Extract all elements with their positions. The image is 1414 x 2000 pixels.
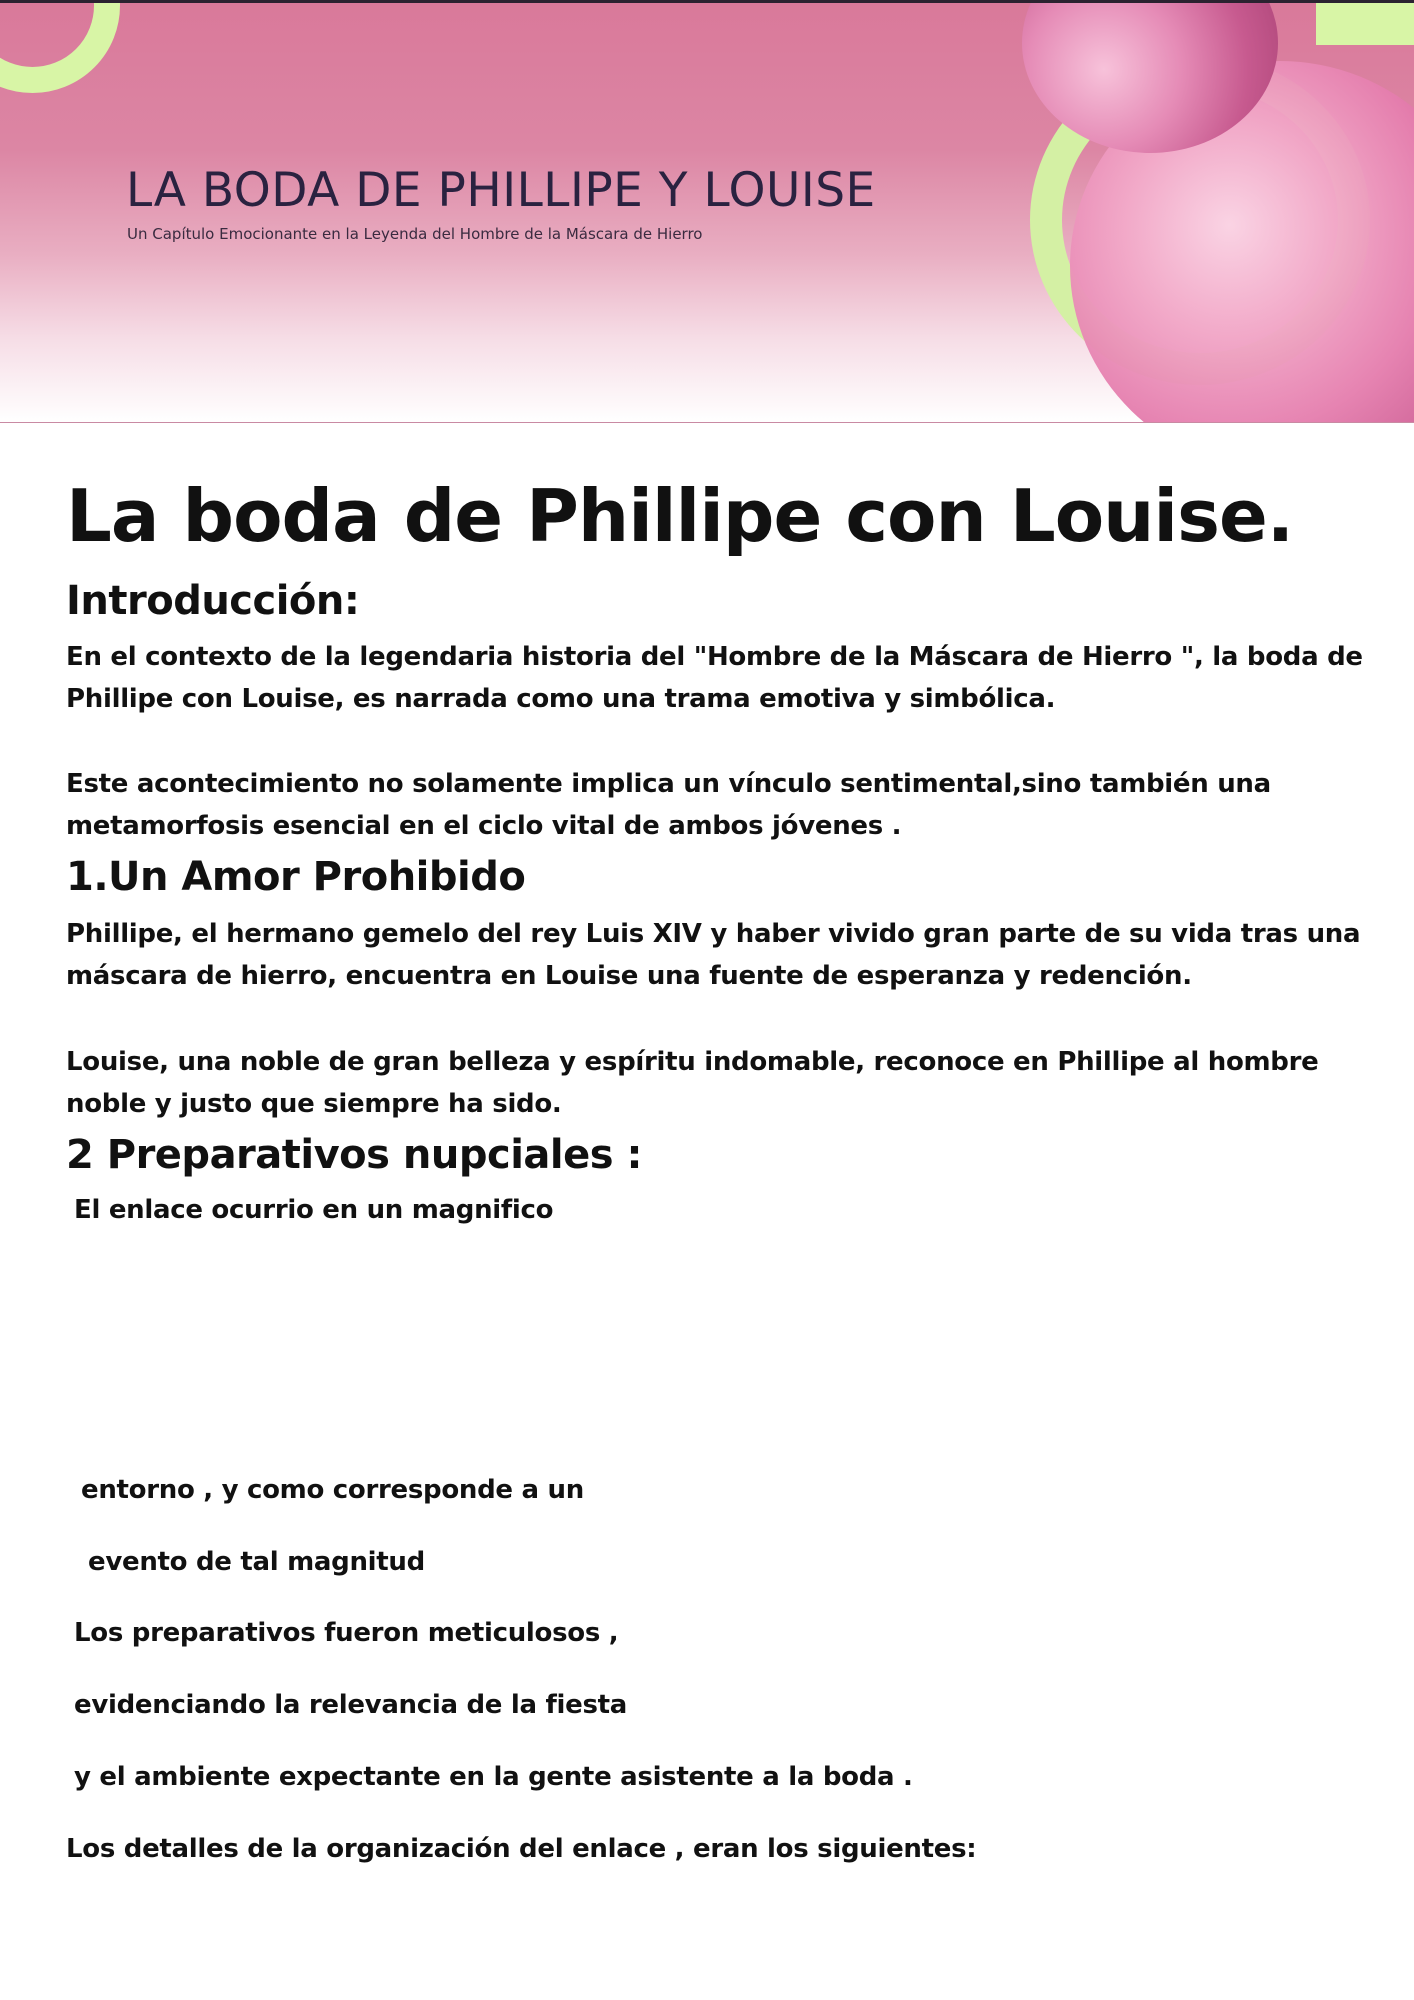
decorative-square-top-right <box>1316 3 1414 45</box>
section-1-heading: 1.Un Amor Prohibido <box>66 854 526 900</box>
intro-paragraph-1 <box>66 636 1376 720</box>
intro-paragraph-2 <box>66 763 1376 847</box>
section-2-line: Los detalles de la organización del enlace , eran los siguientes: <box>66 1834 977 1864</box>
text-line: En el contexto de la legendaria historia del "Hombre de la Máscara de Hierro ", la boda de <box>66 642 1363 672</box>
section-2-line: Los preparativos fueron meticulosos , <box>74 1618 619 1648</box>
intro-heading: Introducción: <box>66 578 360 624</box>
text-line: Louise, una noble de gran belleza y espíritu indomable, reconoce en Phillipe al hombre <box>66 1047 1319 1077</box>
section-2-line: evidenciando la relevancia de la fiesta <box>74 1690 628 1720</box>
page-title: La boda de Phillipe con Louise. <box>66 474 1294 558</box>
text-line: Phillipe con Louise, es narrada como una trama emotiva y simbólica. <box>66 684 1056 714</box>
banner-title: LA BODA DE PHILLIPE Y LOUISE <box>126 163 876 218</box>
section-1-paragraph-2 <box>66 1041 1376 1125</box>
decorative-ring-top-left <box>0 0 120 93</box>
text-line: máscara de hierro, encuentra en Louise una fuente de esperanza y redención. <box>66 961 1192 991</box>
header-banner <box>0 0 1414 423</box>
text-line: noble y justo que siempre ha sido. <box>66 1089 562 1119</box>
text-line: Este acontecimiento no solamente implica un vínculo sentimental,sino también una <box>66 769 1271 799</box>
text-line: metamorfosis esencial en el ciclo vital de ambos jóvenes . <box>66 811 902 841</box>
section-2-line: evento de tal magnitud <box>88 1547 425 1577</box>
text-line: Phillipe, el hermano gemelo del rey Luis XIV y haber vivido gran parte de su vida tras una <box>66 919 1361 949</box>
section-2-line: entorno , y como corresponde a un <box>81 1475 584 1505</box>
section-2-line: y el ambiente expectante en la gente asistente a la boda . <box>74 1762 913 1792</box>
section-2-heading: 2 Preparativos nupciales : <box>66 1132 642 1178</box>
section-2-line: El enlace ocurrio en un magnifico <box>74 1195 554 1225</box>
section-1-paragraph-1 <box>66 913 1376 997</box>
banner-subtitle: Un Capítulo Emocionante en la Leyenda del Hombre de la Máscara de Hierro <box>127 225 703 243</box>
